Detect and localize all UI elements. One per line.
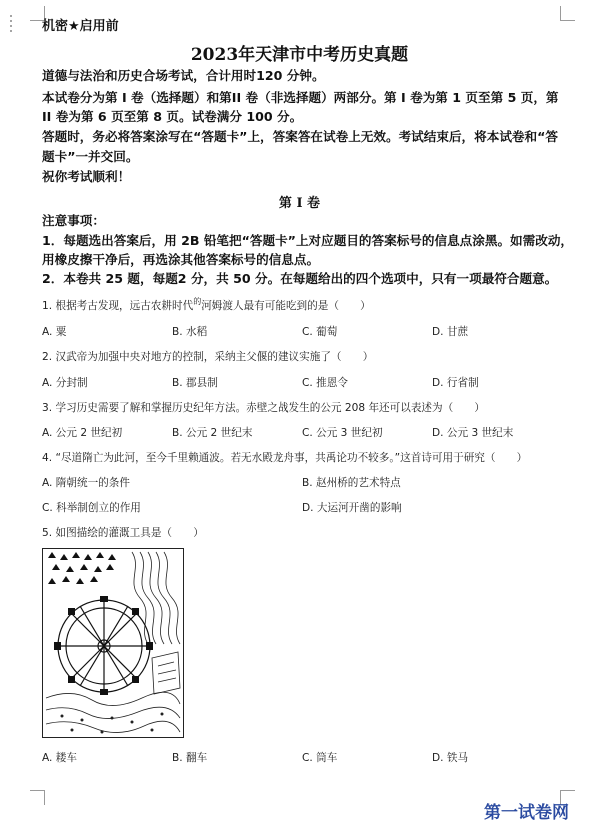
q1-stem-part-a: 1. 根据考古发现，远古农耕时代	[42, 300, 194, 312]
section-title: 第 I 卷	[278, 196, 321, 211]
intro-line-4: 答题时，务必将答案涂写在“答题卡”上，答案答在试卷上无效。考试结束后，将本试卷和“答	[42, 129, 558, 144]
note-line-3: 2．本卷共 25 题，每题2 分，共 50 分。在每题给出的四个选项中，只有一项最符合题意。	[42, 271, 558, 286]
question-5-stem: 5. 如图描绘的灌溉工具是（ ）	[42, 527, 204, 539]
crop-mark-bottom-left	[30, 790, 45, 805]
q2-option-d: D. 行省制	[432, 377, 479, 389]
q1-option-a: A. 粟	[42, 326, 67, 338]
notes-heading: 注意事项：	[42, 213, 105, 228]
q4-option-c: C. 科举制创立的作用	[42, 502, 141, 514]
q2-option-a: A. 分封制	[42, 377, 88, 389]
q3-option-a: A. 公元 2 世纪初	[42, 427, 123, 439]
water-wheel-illustration	[42, 548, 184, 738]
exam-title: 2023年天津市中考历史真题	[190, 45, 409, 65]
intro-line-2: 本试卷分为第 I 卷（选择题）和第II 卷（非选择题）两部分。第 I 卷为第 1 页至第 5 页，第	[42, 90, 559, 105]
q2-option-b: B. 郡县制	[172, 377, 218, 389]
site-watermark: 第一试卷网	[484, 803, 569, 823]
q5-option-a: A. 耧车	[42, 752, 77, 764]
q4-option-b: B. 赵州桥的艺术特点	[302, 477, 401, 489]
q3-option-b: B. 公元 2 世纪末	[172, 427, 253, 439]
secret-label: 机密★启用前	[42, 19, 119, 34]
binding-dots	[10, 12, 18, 35]
q3-option-c: C. 公元 3 世纪初	[302, 427, 383, 439]
q5-option-b: B. 翻车	[172, 752, 208, 764]
note-line-1: 1．每题选出答案后，用 2B 铅笔把“答题卡”上对应题目的答案标号的信息点涂黑。如需改动，	[42, 233, 574, 248]
q4-option-a: A. 隋朝统一的条件	[42, 477, 130, 489]
crop-mark-top-right	[560, 6, 575, 21]
q4-option-d: D. 大运河开凿的影响	[302, 502, 402, 514]
q1-stem-superscript: 的	[193, 297, 202, 306]
q5-option-c: C. 筒车	[302, 752, 338, 764]
q1-stem-part-b: 河姆渡人最有可能吃到的是（ ）	[201, 300, 371, 312]
q2-option-c: C. 推恩令	[302, 377, 348, 389]
question-4-stem: 4. “尽道隋亡为此河，至今千里赖通波。若无水殿龙舟事，共禹论功不较多。”这首诗可用于研究（ ）	[42, 452, 528, 464]
q1-option-b: B. 水稻	[172, 326, 208, 338]
intro-line-6: 祝你考试顺利！	[42, 169, 131, 184]
question-1-stem	[42, 298, 371, 313]
q3-option-d: D. 公元 3 世纪末	[432, 427, 514, 439]
intro-line-1: 道德与法治和历史合场考试，合计用时120 分钟。	[42, 68, 325, 83]
q1-option-c: C. 葡萄	[302, 326, 338, 338]
intro-line-5: 题卡”一并交回。	[42, 149, 139, 164]
question-2-stem: 2. 汉武帝为加强中央对地方的控制，采纳主父偃的建议实施了（ ）	[42, 351, 374, 363]
intro-line-3: II 卷为第 6 页至第 8 页。试卷满分 100 分。	[42, 109, 303, 124]
q1-option-d: D. 甘蔗	[432, 326, 469, 338]
q5-option-d: D. 铁马	[432, 752, 469, 764]
question-3-stem: 3. 学习历史需要了解和掌握历史纪年方法。赤壁之战发生的公元 208 年还可以表述为（ ）	[42, 402, 485, 414]
note-line-2: 用橡皮擦干净后，再选涂其他答案标号的信息点。	[42, 252, 320, 267]
